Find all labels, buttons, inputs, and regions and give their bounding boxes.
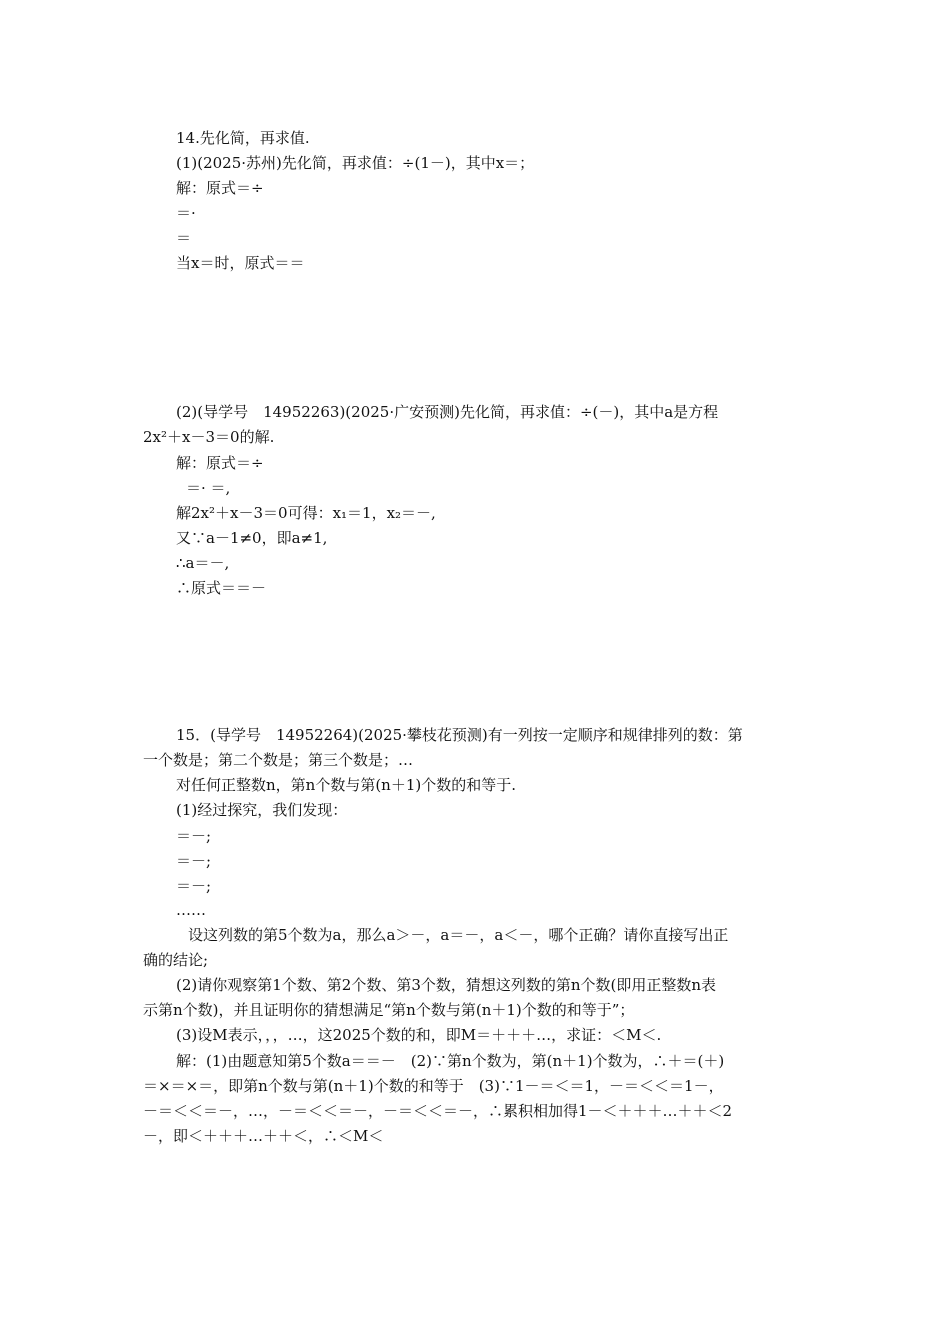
- q15-solution-line: －＝＜＜＝－，…，－＝＜＜＝－，－＝＜＜＝－，∴累积相加得1－＜＋＋＋…＋＋＜2: [143, 1102, 733, 1120]
- q15-part2-line: 示第n个数)，并且证明你的猜想满足“第n个数与第(n＋1)个数的和等于”；: [143, 1001, 635, 1019]
- q15-question-line: 15．(导学号 14952264)(2025·攀枝花预测)有一列按一定顺序和规律排列的数：第: [176, 726, 743, 744]
- q15-solution-line: 解：(1)由题意知第5个数a＝＝－ (2)∵第n个数为，第(n＋1)个数为，∴＋＝(＋): [176, 1052, 725, 1070]
- q14-part2-solution-line: ＝· ＝,: [186, 479, 231, 497]
- q14-part1-solution-line: ＝·: [176, 204, 196, 222]
- q14-part1-solution-line: 当x＝时，原式＝＝: [176, 254, 305, 272]
- q14-part1-solution-line: ＝: [176, 229, 192, 247]
- q14-part2-question: (2)(导学号 14952263)(2025·广安预测)先化简，再求值：÷(－)，其中a是方程: [176, 403, 719, 421]
- q15-part1-line: 确的结论;: [143, 951, 209, 969]
- q15-part1-line: ＝－;: [176, 852, 212, 870]
- q15-part1-line: (1)经过探究，我们发现：: [176, 801, 348, 819]
- q14-part2-question: 2x²＋x－3＝0的解.: [143, 428, 275, 446]
- q15-part1-line: ＝－;: [176, 877, 212, 895]
- q14-part2-solution-line: 解2x²＋x－3＝0可得：x₁＝1，x₂＝－,: [176, 504, 436, 522]
- q14-part2-solution-line: ∴a＝－,: [176, 554, 230, 572]
- q15-part2-line: (2)请你观察第1个数、第2个数、第3个数，猜想这列数的第n个数(即用正整数n表: [176, 976, 717, 994]
- q14-title: 14.先化简，再求值.: [176, 129, 310, 147]
- q15-part3-line: (3)设M表示，，，…，这2025个数的和，即M＝＋＋＋…，求证：＜M＜.: [176, 1026, 662, 1044]
- q14-part2-solution-line: 解：原式＝÷: [176, 454, 264, 472]
- q15-solution-line: ＝×＝×＝，即第n个数与第(n＋1)个数的和等于 (3)∵1－＝＜＝1，－＝＜＜＝1－，: [143, 1077, 724, 1095]
- q14-part1-solution-line: 解：原式＝÷: [176, 179, 264, 197]
- q15-part1-line: ……: [176, 901, 206, 919]
- q14-part2-solution-line: ∴原式＝＝－: [176, 579, 267, 597]
- q15-solution-line: －，即＜＋＋＋…＋＋＜，∴＜M＜: [143, 1127, 384, 1145]
- q15-part1-line: 设这列数的第5个数为a，那么a＞－，a＝－，a＜－，哪个正确？请你直接写出正: [188, 926, 729, 944]
- q15-question-line: 对任何正整数n，第n个数与第(n＋1)个数的和等于.: [176, 776, 516, 794]
- q14-part2-solution-line: 又∵a－1≠0，即a≠1,: [176, 529, 328, 547]
- q15-part1-line: ＝－;: [176, 827, 212, 845]
- q14-part1-question: (1)(2025·苏州)先化简，再求值：÷(1－)，其中x＝；: [176, 154, 535, 172]
- q15-question-line: 一个数是；第二个数是；第三个数是；…: [143, 751, 414, 769]
